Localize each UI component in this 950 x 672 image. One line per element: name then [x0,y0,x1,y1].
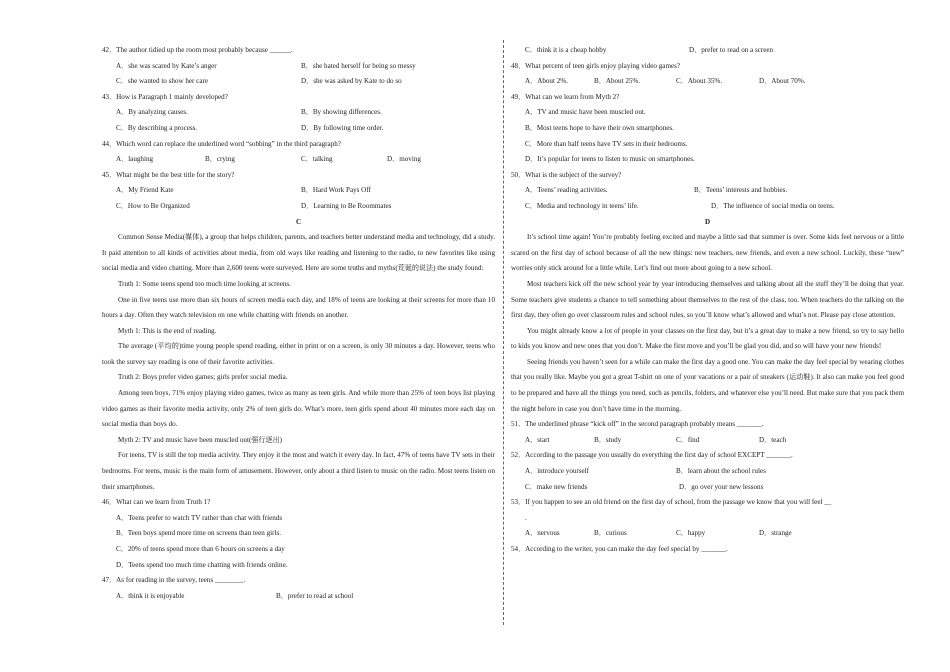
option-a: A．Teens’ reading activities. [525,186,608,195]
option-d: D．Learning to Be Roommates [301,201,392,210]
question-44: 44．Which word can replace the underlined word “sobbing” in the third paragraph? [102,139,341,148]
question-53-options [511,526,904,542]
question-44-options [102,152,495,168]
question-43: 43．How is Paragraph 1 mainly developed? [102,92,228,101]
question-42-options-2 [102,74,495,90]
option-c: C．talking [301,155,333,164]
option-b: B．Teen boys spend more time on screens than teen girls. [116,529,281,538]
option-d: D．About 70%. [759,77,806,86]
option-d: D．Teens spend too much time chatting with friends online. [116,560,288,569]
option-d: D．go over your new lessons [679,482,764,491]
passage-c-paragraph: Truth 1: Some teens spend too much time looking at screens. [118,279,291,288]
passage-c-paragraph: Truth 2: Boys prefer video games; girls prefer social media. [118,373,288,382]
question-47-options [102,589,495,605]
section-d-heading: D [704,217,711,226]
question-52: 52．According to the passage you usually do everything the first day of school EXCEPT _______. [511,451,793,460]
question-42: 42．The author tidied up the room most probably because ______. [102,46,293,54]
passage-c-paragraph: The average (平均的)time young people spend reading, either in print or on a screen, is only 30 minutes a day. However, teens who took the survey say reading is one of their favorite activities. [102,342,495,366]
passage-c-paragraph: Myth 2: TV and music have been muscled out(强行逐出) [118,435,283,444]
question-43-options [102,105,495,121]
option-a: A．introduce yourself [525,467,590,476]
option-a: A．she was scared by Kate’s anger [116,61,217,70]
passage-d-paragraph: You might already know a lot of people in your classes on the first day, but it’s a great day to make a new friend, so try to say hello to kids you know and new ones that you don’t. Make the first move and you’ll be glad you did, and so will have your new friends! [511,326,904,351]
option-b: B．prefer to read at school [276,591,354,600]
option-a: A．My Friend Kate [116,186,174,195]
passage-c-paragraph: Among teen boys, 71% enjoy playing video games, twice as many as teen girls. And while more than 25% of teen boys list playing video games as their favorite media activity, only 2% of teen girls do. What’s more, teen girls spend about 40 minutes more each day on social media than boys do. [102,389,495,429]
option-c: C．make new friends [525,482,588,491]
option-c: C．How to Be Organized [116,201,190,210]
option-d: D．It’s popular for teens to listen to music on smartphones. [525,155,695,164]
question-49: 49．What can we learn from Myth 2? [511,92,620,101]
question-53: 53．If you happen to see an old friend on the first day of school, from the passage we know that you will feel __ [511,498,832,507]
passage-d-paragraph: Seeing friends you haven’t seen for a while can make the first day a good one. You can make the day feel special by wearing clothes that you really like. Maybe you got a great T-shirt on one of your vacations or a pair of sneakers (运动鞋). It also can make you feel good to be prepared and have all the things you need, such as pencils, folders, and whatever else you’ll need. But make sure that you pack them the night before in case you don’t have time in the morning. [511,357,904,413]
question-46: 46．What can we learn from Truth 1? [102,498,211,507]
question-45-options [102,183,495,199]
option-a: A．By analyzing causes. [116,108,188,117]
question-50: 50．What is the subject of the survey? [511,170,622,179]
option-a: A．Teens prefer to watch TV rather than chat with friends [116,513,283,522]
passage-c-paragraph: Common Sense Media(媒体), a group that helps children, parents, and teachers better understand media and technology, did a study. It paid attention to all kinds of activities about media, from old ways like reading and listening to the radio, to new favorites like using social media and video chatting. More than 2,600 teens were surveyed. Here are some truths and myths(荒诞的说法) the study found: [102,233,495,273]
option-b: B．Hard Work Pays Off [301,186,371,195]
option-d: D．strange [759,529,792,538]
question-45: 45．What might be the best title for the story? [102,170,235,179]
question-48: 48．What percent of teen girls enjoy playing video games? [511,61,681,70]
question-43-options-2 [102,121,495,137]
passage-d [511,230,904,417]
option-c: C．20% of teens spend more than 6 hours on screens a day [116,545,285,553]
option-b: B．curious [594,529,627,538]
question-53-continuation: . [525,513,527,522]
passage-c [102,230,495,495]
option-b: B．crying [205,155,235,164]
option-a: A．think it is enjoyable [116,591,185,600]
option-c: C．Media and technology in teens’ life. [525,201,639,210]
option-b: B．By showing differences. [301,108,382,117]
question-47-options-2 [511,43,904,59]
question-52-options-2 [511,480,904,496]
passage-c-paragraph: For teens, TV is still the top media activity. They enjoy it the most and watch it every day. In fact, 47% of teens have TV sets in their bedrooms. For teens, music is the main form of amusement. However, only about a third listen to music on the radio. Most teens listen on their smartphones. [102,451,495,491]
option-b: B．she hated herself for being so messy [301,61,416,70]
question-42-options [102,59,495,75]
option-c: C．she wanted to show her care [116,77,208,86]
option-b: B．Most teens hope to have their own smartphones. [525,123,674,132]
option-d: D．By following time order. [301,123,384,132]
option-c: C．happy [676,529,706,538]
option-a: A．nervous [525,529,560,538]
option-b: B．About 25%. [594,77,641,86]
option-a: A．TV and music have been muscled out. [525,108,646,117]
option-d: D．teach [759,435,787,444]
question-52-options [511,464,904,480]
option-c: C．About 35%. [676,77,723,86]
option-c: C．More than half teens have TV sets in their bedrooms. [525,139,688,148]
option-c: C．find [676,435,700,444]
passage-d-paragraph: It’s school time again! You’re probably feeling excited and maybe a little sad that summer is over. Some kids feel nervous or a little scared on the first day of school because of all the new things: new teachers, new friends, and even a new school. Luckily, these “new” worries only stick around for a little while. Let’s find out more about going to a new school. [511,233,904,273]
passage-c-paragraph: Myth 1: This is the end of reading. [118,326,217,335]
question-47: 47．As for reading in the survey, teens ________. [102,576,246,585]
option-b: B．study [594,435,622,444]
option-c: C．think it is a cheap hobby [525,46,607,54]
option-a: A．laughing [116,155,154,164]
option-d: D．moving [387,155,421,164]
right-column [511,43,904,558]
question-50-options [511,183,904,199]
passage-c-paragraph: One in five teens use more than six hours of screen media each day, and 18% of teens are looking at their screens for more than 10 hours a day. Often they watch television on one while chatting with friends on another. [102,295,495,320]
option-b: B．learn about the school rules [676,467,766,476]
question-51: 51．The underlined phrase “kick off” in the second paragraph probably means _______. [511,420,764,429]
question-51-options [511,433,904,449]
left-column [102,43,495,604]
question-54: 54．According to the writer, you can make the day feel special by _______. [511,545,728,553]
option-d: D．she was asked by Kate to do so [301,77,402,86]
column-divider [503,40,504,625]
section-c-heading: C [295,217,302,226]
passage-d-paragraph: Most teachers kick off the new school year by year introducing themselves and talking about all the stuff they’ll be doing that year. Some teachers give students a chance to tell something about themselves to the rest of the class, too. When teachers do the talking on the first day, they often go over classroom rules and school rules, so you’ll know what’s allowed and what’s not. Please pay close attention. [511,279,904,320]
option-c: C．By describing a process. [116,123,198,132]
option-d: D．The influence of social media on teens. [711,201,835,210]
question-48-options [511,74,904,90]
option-b: B．Teens’ interests and hobbies. [694,186,788,195]
option-a: A．start [525,435,550,444]
option-a: A．About 2%. [525,77,568,86]
option-d: D．prefer to read on a screen [689,46,774,54]
question-45-options-2 [102,199,495,215]
question-50-options-2 [511,199,904,215]
